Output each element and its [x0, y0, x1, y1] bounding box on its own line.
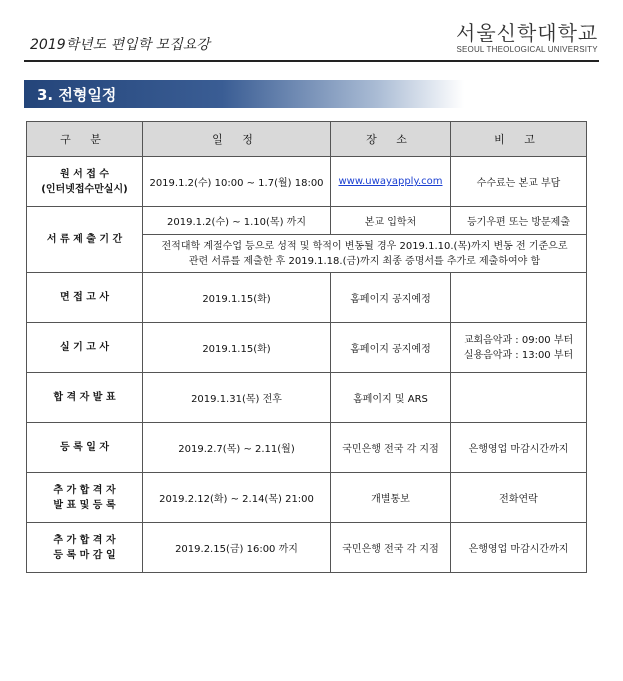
location-cell: 본교 입학처: [331, 207, 451, 235]
schedule-table: [26, 121, 587, 573]
location-cell: 개별통보: [331, 473, 451, 523]
table-row-application: [27, 157, 587, 207]
remark-line: 전적대학 계절수업 등으로 성적 및 학적이 변동될 경우 2019.1.10.(목)까지 변동 전 기준으로: [161, 240, 568, 252]
remarks-cell: 수수료는 본교 부담: [451, 157, 587, 207]
row-label: [27, 473, 143, 523]
column-header-schedule: 일 정: [143, 122, 331, 157]
schedule-cell: 2019.1.2(수) ~ 1.10(목) 까지: [143, 207, 331, 235]
row-label-line: 원 서 접 수: [59, 168, 110, 180]
logo-korean-text: 서울신학대학교: [456, 21, 599, 45]
schedule-cell: 2019.1.31(목) 전후: [143, 373, 331, 423]
location-cell: 홈페이지 공지예정: [331, 323, 451, 373]
table-row-additional-registration: [27, 523, 587, 573]
remarks-cell: [451, 273, 587, 323]
table-header-row: [27, 122, 587, 157]
row-label: 실 기 고 사: [27, 323, 143, 373]
schedule-cell: 2019.1.15(화): [143, 273, 331, 323]
remarks-cell: 은행영업 마감시간까지: [451, 523, 587, 573]
row-label: 면 접 고 사: [27, 273, 143, 323]
remark-line: 교회음악과 : 09:00 부터: [463, 334, 574, 346]
row-label: 등 록 일 자: [27, 423, 143, 473]
remarks-cell: 은행영업 마감시간까지: [451, 423, 587, 473]
application-site-link[interactable]: www.uwayapply.com: [338, 176, 443, 187]
schedule-cell: 2019.2.12(화) ~ 2.14(목) 21:00: [143, 473, 331, 523]
table-row-announcement: [27, 373, 587, 423]
schedule-cell: 2019.2.15(금) 16:00 까지: [143, 523, 331, 573]
row-label-line: 등 록 마 감 일: [53, 549, 116, 561]
row-label-line: 추 가 합 격 자: [53, 484, 116, 496]
location-cell: 홈페이지 공지예정: [331, 273, 451, 323]
schedule-cell: 2019.1.15(화): [143, 323, 331, 373]
table-row-registration: [27, 423, 587, 473]
location-cell: [331, 157, 451, 207]
row-label: 서 류 제 출 기 간: [27, 207, 143, 273]
section-title: 3. 전형일정: [37, 86, 117, 104]
row-label: [27, 157, 143, 207]
row-label: [27, 523, 143, 573]
remarks-cell: 전화연락: [451, 473, 587, 523]
row-label: 합 격 자 발 표: [27, 373, 143, 423]
location-cell: 국민은행 전국 각 지점: [331, 423, 451, 473]
column-header-remarks: 비 고: [451, 122, 587, 157]
table-row-practical: [27, 323, 587, 373]
table-row-additional-announcement: [27, 473, 587, 523]
remarks-cell: [451, 323, 587, 373]
schedule-cell: 2019.1.2(수) 10:00 ~ 1.7(월) 18:00: [143, 157, 331, 207]
remarks-cell: 등기우편 또는 방문제출: [451, 207, 587, 235]
location-cell: 국민은행 전국 각 지점: [331, 523, 451, 573]
document-header-title: 2019학년도 편입학 모집요강: [30, 37, 210, 53]
column-header-category: 구 분: [27, 122, 143, 157]
section-heading-bar: [24, 80, 464, 108]
remark-line: 실용음악과 : 13:00 부터: [463, 349, 574, 361]
university-logo: [456, 22, 598, 54]
row-label-line: 발 표 및 등 록: [53, 499, 116, 511]
row-label-line: (인터넷접수만실시): [41, 183, 128, 195]
table-row-documents: [27, 207, 587, 235]
schedule-cell: 2019.2.7(목) ~ 2.11(월): [143, 423, 331, 473]
remarks-cell: [451, 373, 587, 423]
remark-line: 관련 서류를 제출한 후 2019.1.18.(금)까지 최종 증명서를 추가로 제출하여야 함: [188, 255, 541, 267]
table-row-interview: [27, 273, 587, 323]
column-header-location: 장 소: [331, 122, 451, 157]
documents-remark-cell: [143, 235, 587, 273]
header-divider: [24, 60, 599, 62]
row-label-line: 추 가 합 격 자: [53, 534, 116, 546]
location-cell: 홈페이지 및 ARS: [331, 373, 451, 423]
logo-english-text: SEOUL THEOLOGICAL UNIVERSITY: [456, 45, 598, 54]
